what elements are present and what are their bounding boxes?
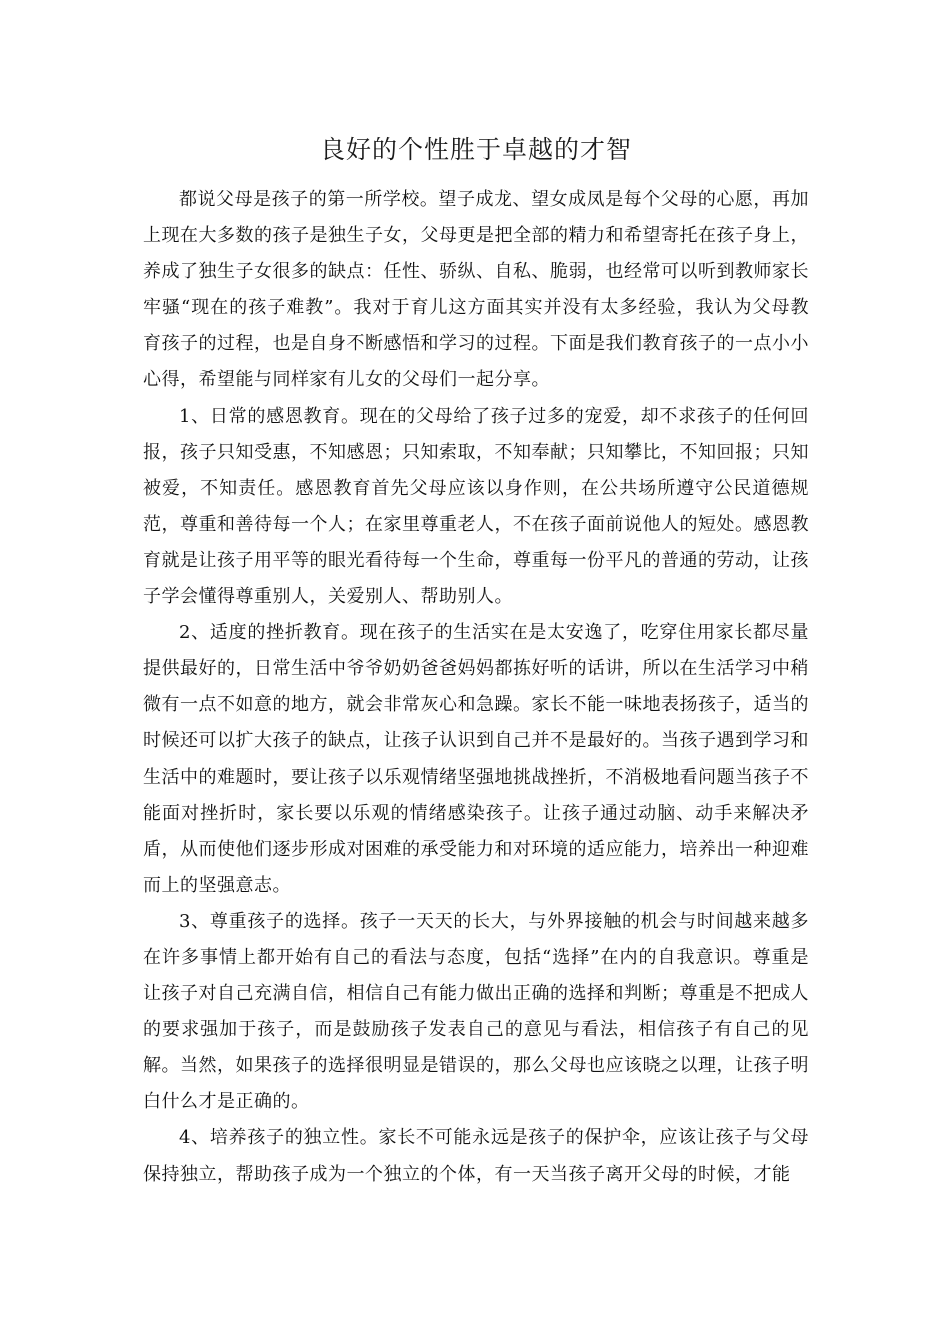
document-title: 良好的个性胜于卓越的才智 [319, 135, 632, 164]
document-page [143, 128, 809, 1193]
paragraph-intro: 都说父母是孩子的第一所学校。望子成龙、望女成凤是每个父母的心愿，再加上现在大多数的孩子是独生子女，父母更是把全部的精力和希望寄托在孩子身上，养成了独生子女很多的缺点：任性、骄纵、自私、脆弱，也经常可以听到教师家长牢骚“现在的孩子难教”。我对于育儿这方面其实并没有太多经验，我认为父母教育孩子的过程，也是自身不断感悟和学习的过程。下面是我们教育孩子的一点小小心得，希望能与同样家有儿女的父母们一起分享。 [143, 189, 809, 391]
paragraph-gratitude-education: 1、日常的感恩教育。现在的父母给了孩子过多的宠爱，却不求孩子的任何回报，孩子只知受惠，不知感恩；只知索取，不知奉献；只知攀比，不知回报；只知被爱，不知责任。感恩教育首先父母应该以身作则，在公共场所遵守公民道德规范，尊重和善待每一个人；在家里尊重老人，不在孩子面前说他人的短处。感恩教育就是让孩子用平等的眼光看待每一个生命，尊重每一份平凡的普通的劳动，让孩子学会懂得尊重别人，关爱别人、帮助别人。 [143, 405, 809, 608]
paragraph-independence: 4、培养孩子的独立性。家长不可能永远是孩子的保护伞，应该让孩子与父母保持独立，帮助孩子成为一个独立的个体，有一天当孩子离开父母的时候，才能 [143, 1127, 809, 1185]
paragraph-frustration-education: 2、适度的挫折教育。现在孩子的生活实在是太安逸了，吃穿住用家长都尽量提供最好的，日常生活中爷爷奶奶爸爸妈妈都拣好听的话讲，所以在生活学习中稍微有一点不如意的地方，就会非常灰心和急躁。家长不能一味地表扬孩子，适当的时候还可以扩大孩子的缺点，让孩子认识到自己并不是最好的。当孩子遇到学习和生活中的难题时，要让孩子以乐观情绪坚强地挑战挫折，不消极地看问题当孩子不能面对挫折时，家长要以乐观的情绪感染孩子。让孩子通过动脑、动手来解决矛盾，从而使他们逐步形成对困难的承受能力和对环境的适应能力，培养出一种迎难而上的坚强意志。 [143, 622, 809, 896]
paragraph-respect-choice: 3、尊重孩子的选择。孩子一天天的长大，与外界接触的机会与时间越来越多在许多事情上都开始有自己的看法与态度，包括“选择”在内的自我意识。尊重是让孩子对自己充满自信，相信自己有能力做出正确的选择和判断；尊重是不把成人的要求强加于孩子，而是鼓励孩子发表自己的意见与看法，相信孩子有自己的见解。当然，如果孩子的选择很明显是错误的，那么父母也应该晓之以理，让孩子明白什么才是正确的。 [143, 910, 809, 1113]
